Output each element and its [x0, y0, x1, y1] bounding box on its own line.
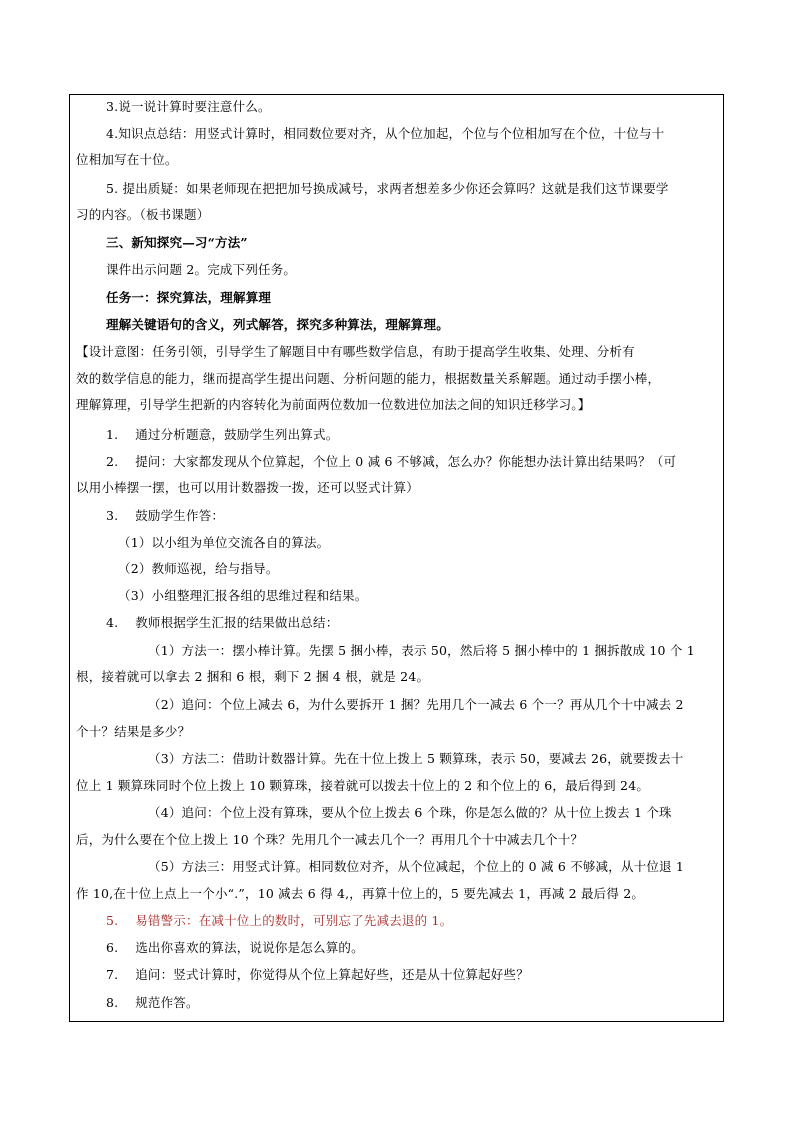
text-line-courseware: 课件出示问题 2。完成下列任务。 [106, 262, 297, 277]
sub-item-3: （3）小组整理汇报各组的思维过程和结果。 [118, 588, 368, 603]
section-heading: 三、新知探究—习“方法” [106, 235, 248, 250]
text-line-question: 5. 提出质疑：如果老师现在把把加号换成减号，求两者想差多少你还会算吗？这就是我们这节课要学 [106, 181, 669, 196]
list-item-2: 2. 提问：大家都发现从个位算起，个位上 0 减 6 不够减，怎么办？你能想办法计算出结果吗？（可 [106, 454, 677, 469]
text-line-note-3: 3.说一说计算时要注意什么。 [106, 99, 271, 114]
design-intent-line-1: 【设计意图：任务引领，引导学生了解题目中有哪些数学信息，有助于提高学生收集、处理、分析有 [76, 344, 635, 359]
method-1-cont: 根，接着就可以拿去 2 捆和 6 根，剩下 2 捆 4 根，就是 24。 [76, 669, 430, 684]
list-item-8: 8. 规范作答。 [106, 995, 199, 1010]
followup-1-cont: 个十？结果是多少？ [76, 724, 191, 739]
method-1: （1）方法一：摆小棒计算。先摆 5 捆小棒，表示 50，然后将 5 捆小棒中的 1 捆拆散成 10 个 1 [148, 643, 695, 658]
method-2: （3）方法二：借助计数器计算。先在十位上拨上 5 颗算珠，表示 50，要减去 26，就要拨去十 [148, 751, 684, 766]
method-2-cont: 位上 1 颗算珠同时个位上拨上 10 颗算珠，接着就可以拨去十位上的 2 和个位上的 6，最后得到 24。 [76, 778, 650, 793]
followup-1: （2）追问：个位上减去 6，为什么要拆开 1 捆？先用几个一减去 6 个一？再从几个十中减去 2 [148, 697, 684, 712]
method-3: （5）方法三：用竖式计算。相同数位对齐，从个位减起，个位上的 0 减 6 不够减，从十位退 1 [148, 859, 685, 874]
followup-2-cont: 后，为什么要在个位上拨上 10 个珠？先用几个一减去几个一？再用几个十中减去几个十？ [76, 832, 584, 847]
task-heading: 任务一：探究算法，理解算理 [106, 290, 272, 305]
list-item-3: 3. 鼓励学生作答： [106, 508, 225, 523]
text-line-summary-cont: 位相加写在十位。 [76, 152, 178, 167]
list-item-4: 4. 教师根据学生汇报的结果做出总结： [106, 615, 339, 630]
list-item-1: 1. 通过分析题意，鼓励学生列出算式。 [106, 427, 339, 442]
sub-item-1: （1）以小组为单位交流各自的算法。 [118, 535, 330, 550]
lesson-table-cell [69, 94, 724, 1022]
text-line-summary: 4.知识点总结：用竖式计算时，相同数位要对齐，从个位加起，个位与个位相加写在个位，十位与十 [106, 126, 665, 141]
followup-2: （4）追问：个位上没有算珠，要从个位上拨去 6 个珠，你是怎么做的？从十位上拨去 1 个珠 [148, 805, 672, 820]
sub-item-2: （2）教师巡视，给与指导。 [118, 561, 279, 576]
list-item-6: 6. 选出你喜欢的算法，说说你是怎么算的。 [106, 940, 364, 955]
list-item-7: 7. 追问：竖式计算时，你觉得从个位上算起好些，还是从十位算起好些？ [106, 967, 529, 982]
error-warning: 5. 易错警示：在减十位上的数时，可别忘了先减去退的 1。 [106, 913, 453, 928]
design-intent-line-2: 效的数学信息的能力，继而提高学生提出问题、分析问题的能力，根据数量关系解题。通过动手摆小棒， [76, 371, 661, 386]
design-intent-line-3: 理解算理，引导学生把新的内容转化为前面两位数加一位数进位加法之间的知识迁移学习。】 [76, 397, 591, 412]
text-line-question-cont: 习的内容。（板书课题） [76, 207, 210, 222]
list-item-2-cont: 以用小棒摆一摆，也可以用计数器拨一拨，还可以竖式计算） [76, 480, 419, 495]
task-subheading: 理解关键语句的含义，列式解答，探究多种算法，理解算理。 [106, 317, 449, 332]
method-3-cont: 作 10,在十位上点上一个小“.”，10 减去 6 得 4,，再算十位上的，5 要先减去 1，再减 2 最后得 2。 [76, 886, 645, 901]
